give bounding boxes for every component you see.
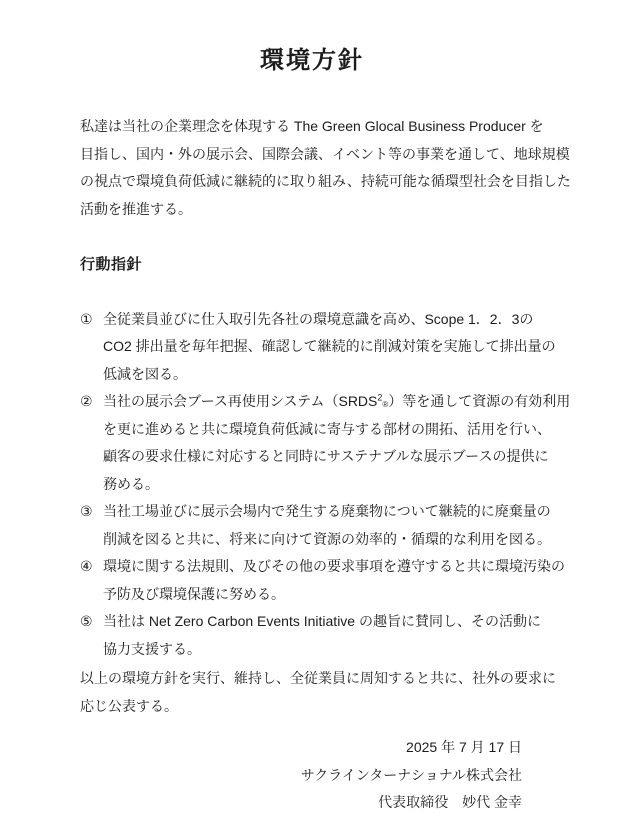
- item-number-5: ⑤: [80, 613, 93, 629]
- policy-item-2: [80, 388, 571, 498]
- item-body: [103, 608, 550, 663]
- section-heading: 行動指針: [80, 256, 143, 273]
- item-number-1: ①: [80, 310, 93, 327]
- item-line: 全従業員並びに仕入取引先各社の環境意識を高め、Scope 1．2．3の: [103, 310, 534, 327]
- item-line: 低減を図る。: [103, 365, 187, 382]
- item-number-4: ④: [80, 558, 93, 574]
- intro-line: の視点で環境負荷低減に継続的に取り組み、持続可能な循環型社会を目指した: [80, 173, 571, 189]
- srds-line-prefix: 当社の展示会ブース再使用システム（SRDS: [103, 393, 378, 409]
- item-number-3: ③: [80, 503, 93, 519]
- intro-line: 目指し、国内・外の展示会、国際会議、イベント等の事業を通して、地球規模: [80, 145, 570, 162]
- registered-trademark-symbol: ®: [382, 400, 389, 409]
- closing-paragraph: [80, 665, 556, 720]
- item-body: [103, 553, 565, 608]
- signature-block: [80, 734, 550, 817]
- item-line: 当社工場並びに展示会場内で発生する廃棄物について継続的に廃棄量の: [103, 503, 551, 519]
- item-line: 顧客の要求仕様に対応すると同時にサステナブルな展示ブースの提供に: [103, 448, 549, 464]
- intro-line: 私達は当社の企業理念を体現する The Green Glocal Business Producer を: [80, 118, 544, 134]
- document-title: 環境方針: [260, 47, 364, 74]
- item-line: 当社は Net Zero Carbon Events Initiative の趣旨に賛同し、その活動に: [103, 613, 541, 629]
- item-line: 予防及び環境保護に努める。: [103, 585, 285, 602]
- srds-line-suffix: ）等を通して資源の有効利用: [388, 393, 571, 409]
- policy-item-5: [80, 608, 550, 663]
- item-line: を更に進めると共に環境負荷低減に寄与する部材の開拓、活用を行い、: [103, 420, 551, 437]
- item-line: 削減を図ると共に、将来に向けて資源の効率的・循環的な利用を図る。: [103, 530, 551, 547]
- item-line-srds: [103, 388, 571, 416]
- intro-paragraph: [80, 113, 571, 223]
- policy-item-list: [80, 306, 571, 664]
- policy-item-1: [80, 306, 556, 389]
- policy-item-4: [80, 553, 565, 608]
- signature-company: サクラインターナショナル株式会社: [300, 766, 522, 783]
- item-body: [103, 498, 550, 553]
- closing-line: 以上の環境方針を実行、維持し、全従業員に周知すると共に、社外の要求に: [80, 670, 556, 686]
- item-line: 務める。: [103, 475, 159, 492]
- srds-superscript: 2: [377, 392, 383, 403]
- item-line: 協力支援する。: [103, 640, 201, 657]
- document-content: [0, 113, 624, 817]
- intro-line: 活動を推進する。: [80, 200, 192, 217]
- signature-date: 2025 年 7 月 17 日: [406, 739, 522, 755]
- item-line: 環境に関する法規則、及びその他の要求事項を遵守すると共に環境汚染の: [103, 558, 565, 574]
- closing-line: 応じ公表する。: [80, 697, 178, 714]
- signature-representative: 代表取締役 妙代 金幸: [378, 794, 522, 810]
- policy-item-3: [80, 498, 550, 553]
- item-body: [103, 388, 571, 498]
- item-line: CO2 排出量を毎年把握、確認して継続的に削減対策を実施して排出量の: [103, 338, 556, 354]
- item-body: [103, 306, 556, 389]
- item-number-2: ②: [80, 393, 93, 409]
